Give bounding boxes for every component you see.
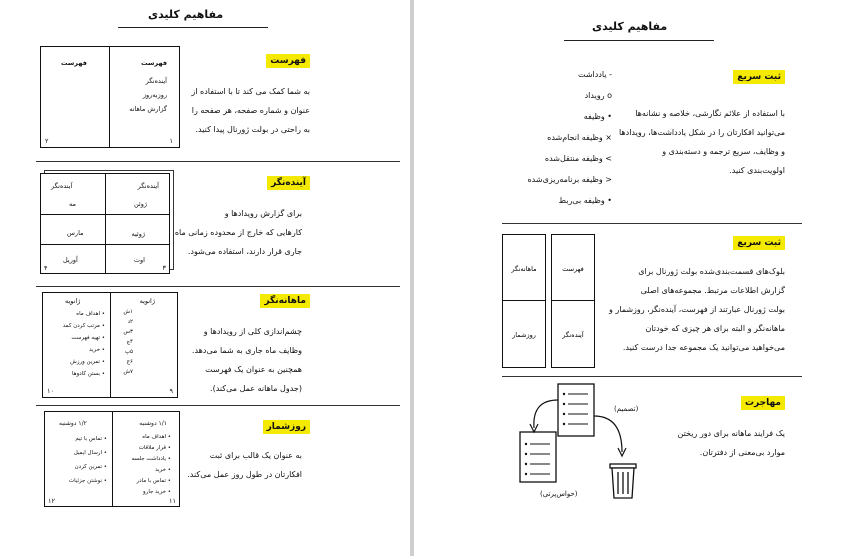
symbol-item: > وظیفه منتقل‌شده <box>544 154 612 163</box>
symbol-item: × وظیفه انجام‌شده <box>547 133 612 142</box>
title-underline <box>118 27 268 28</box>
diagram-cell: ژوئیه <box>131 230 145 238</box>
tag-monthly-log: ماهانه‌نگر <box>260 294 310 308</box>
body-line: گزارش اطلاعات مرتبط. مجموعه‌های اصلی <box>640 286 785 295</box>
body-line: اولویت‌بندی کنید. <box>729 166 785 175</box>
symbol-item: • وظیفه <box>583 112 612 121</box>
body-line: با استفاده از علائم نگارشی، خلاصه و نشانه‌ها <box>635 109 785 118</box>
body-line: بولت ژورنال عبارتند از فهرست، آینده‌نگر، روزشمار و <box>609 305 785 314</box>
diagram-item: • مرتب کردن کمد <box>62 323 105 329</box>
title-underline <box>564 40 714 41</box>
note-page-icon <box>558 384 594 436</box>
diagram-item: ۶ج <box>126 359 133 365</box>
diagram-item: • قرار ملاقات <box>138 445 171 451</box>
diagram-item: • تماس با تیم <box>75 436 107 442</box>
collection-page: فهرست <box>551 234 595 302</box>
diagram-cell: مه <box>69 200 76 208</box>
diagram-item: • تمرین ورزش <box>70 359 105 365</box>
symbol-item: • وظیفه بی‌ربط <box>558 196 612 205</box>
page-number: ۱۰ <box>47 387 54 395</box>
diagram-item: • خرید <box>89 347 105 353</box>
distraction-label: (حواس‌پرتی) <box>540 490 578 498</box>
index-diagram <box>40 46 180 148</box>
diagram-header: ۱/۲ دوشنبه <box>59 420 87 427</box>
symbol-legend <box>502 64 612 211</box>
diagram-header: ۱/۱ دوشنبه <box>139 420 167 427</box>
section-separator <box>502 223 802 224</box>
body-line: یک فرایند ماهانه برای دور ریختن <box>677 429 785 438</box>
body-line: (جدول ماهانه عمل می‌کند). <box>210 384 302 393</box>
diagram-cell: ژوئن <box>133 200 147 208</box>
future-log-diagram <box>40 173 170 274</box>
diagram-item: گزارش ماهانه <box>129 105 167 113</box>
diagram-item: • اهداف ماه <box>142 434 171 440</box>
tag-rapid-logging: ثبت سریع <box>733 70 785 84</box>
section-separator <box>36 286 400 287</box>
section-separator <box>502 376 802 377</box>
tag-migration: مهاجرت <box>741 396 785 410</box>
body-line: برای گزارش رویدادها و <box>224 209 302 218</box>
body-line: می‌خواهید می‌توانید یک مجموعه جدا درست کنید. <box>622 343 785 352</box>
migration-diagram <box>510 380 660 510</box>
right-page <box>414 0 843 556</box>
diagram-item: • تهیه فهرست <box>71 335 105 341</box>
body-line: به شما کمک می کند تا با استفاده از <box>191 87 310 96</box>
body-line: همچنین به عنوان یک فهرست <box>205 365 302 374</box>
page-number: ۱۱ <box>169 497 176 505</box>
diagram-item: • تمرین کردن <box>74 464 107 470</box>
page-number: ۳ <box>162 264 166 272</box>
diagram-cell: آوریل <box>63 256 78 264</box>
diagram-item: آینده‌نگر <box>145 77 167 85</box>
page-number: ۱ <box>169 137 173 145</box>
diagram-header: آینده‌نگر <box>51 182 73 190</box>
body-line: به عنوان یک قالب برای ثبت <box>209 451 302 460</box>
symbol-item: < وظیفه برنامه‌ریزی‌شده <box>527 175 612 184</box>
body-line: جاری قرار دارند، استفاده می‌شود. <box>187 247 302 256</box>
diagram-header: فهرست <box>61 59 87 67</box>
diagram-item: • ارسال ایمیل <box>73 450 107 456</box>
page-number: ۴ <box>44 264 48 272</box>
tag-daily-log: روزشمار <box>263 420 310 434</box>
page-number: ۹ <box>169 387 173 395</box>
collection-page: ماهانه‌نگر <box>502 234 546 302</box>
section-separator <box>36 161 400 162</box>
diagram-header: فهرست <box>141 59 167 67</box>
body-line: وظایف ماه جاری به شما می‌دهد. <box>191 346 302 355</box>
left-page-title: مفاهیم کلیدی <box>148 8 224 21</box>
tag-future-log: آینده‌نگر <box>267 176 310 190</box>
diagram-item: • بستن کادوها <box>72 371 105 377</box>
body-line: ماهانه‌نگر و البته برای هر چیزی که خودتان <box>645 324 785 333</box>
diagram-header: ژانویه <box>139 297 155 305</box>
page-number: ۱۲ <box>48 497 55 505</box>
diagram-item: • یادداشت جلسه <box>131 456 171 462</box>
diagram-item: ۴چ <box>126 339 133 345</box>
arrow-icon <box>594 416 622 452</box>
diagram-item: ۲د <box>127 319 133 325</box>
body-line: و وظایف، سریع ترجمه و دسته‌بندی و <box>662 147 785 156</box>
diagram-item: • تماس با مادر <box>136 478 171 484</box>
right-page-title: مفاهیم کلیدی <box>592 20 668 33</box>
body-line: بلوک‌های قسمت‌بندی‌شده بولت ژورنال برای <box>638 267 785 276</box>
diagram-header: ژانویه <box>65 297 81 305</box>
body-line: عنوان و شماره صفحه، هر صفحه را <box>191 106 310 115</box>
diagram-item: ۱ش <box>123 309 133 315</box>
diagram-item: • خرید <box>155 467 171 473</box>
diagram-item: • خرید جارو <box>143 489 171 495</box>
body-line: موارد بی‌معنی از دفترتان. <box>699 448 785 457</box>
monthly-log-diagram <box>42 292 178 398</box>
body-line: کارهایی که خارج از محدوده زمانی ماه <box>174 228 302 237</box>
symbol-item: o رویداد <box>584 91 612 100</box>
decision-label: (تصمیم) <box>614 405 639 413</box>
trash-icon <box>610 464 636 498</box>
diagram-cell: اوت <box>133 256 145 264</box>
body-line: چشم‌اندازی کلی از رویدادها و <box>203 327 302 336</box>
left-page <box>0 0 410 556</box>
section-separator <box>36 405 400 406</box>
diagram-item: • نوشتن جزئیات <box>68 478 107 484</box>
diagram-item: ۵پ <box>124 349 133 355</box>
diagram-header: آینده‌نگر <box>137 182 159 190</box>
collection-page: روزشمار <box>502 300 546 368</box>
symbol-item: - یادداشت <box>578 70 612 79</box>
diagram-cell: مارس <box>67 229 84 237</box>
body-line: می‌توانید افکارتان را در شکل یادداشت‌ها، رویدادها <box>618 128 785 137</box>
diagram-item: ۳س <box>123 329 133 335</box>
diagram-item: روزبه‌روز <box>142 91 167 99</box>
collection-page: آینده‌نگر <box>551 300 595 368</box>
page-number: ۲ <box>45 137 49 145</box>
tag-index: فهرست <box>266 54 310 68</box>
diagram-item: • اهداف ماه <box>76 311 105 317</box>
body-line: افکارتان در طول روز عمل می‌کند. <box>187 470 302 479</box>
body-line: به راحتی در بولت ژورنال پیدا کنید. <box>195 125 310 134</box>
tag-collections: ثبت سریع <box>733 236 785 250</box>
diagram-item: ۷ش <box>123 369 133 375</box>
daily-log-diagram <box>44 411 180 507</box>
